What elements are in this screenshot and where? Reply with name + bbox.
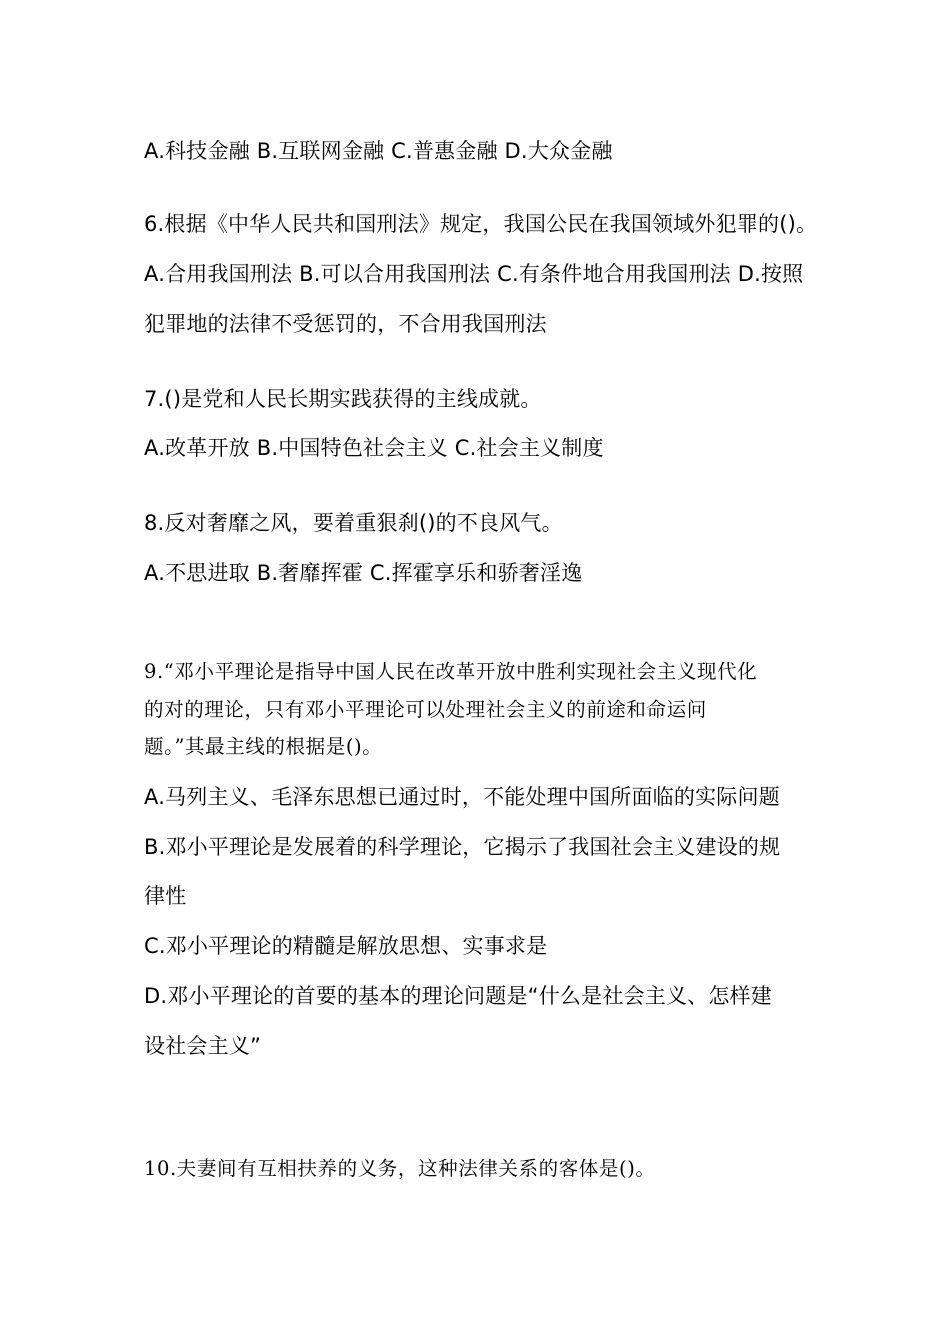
q9-option-b-line2: 律性: [144, 884, 187, 908]
q9-option-a: A.马列主义、毛泽东思想已通过时，不能处理中国所面临的实际问题: [144, 785, 780, 809]
q6-options-line2: 犯罪地的法律不受惩罚的，不合用我国刑法: [144, 312, 547, 336]
q7-question: 7.()是党和人民长期实践获得的主线成就。: [144, 387, 542, 411]
q8-options: A.不思进取 B.奢靡挥霍 C.挥霍享乐和骄奢淫逸: [144, 561, 583, 585]
q9-question-line1: 9.“邓小平理论是指导中国人民在改革开放中胜利实现社会主义现代化: [144, 660, 758, 683]
q9-option-c: C.邓小平理论的精髓是解放思想、实事求是: [144, 934, 548, 958]
q9-question-line3: 题。”其最主线的根据是()。: [144, 735, 383, 758]
q8-question: 8.反对奢靡之风，要着重狠刹()的不良风气。: [144, 511, 563, 535]
q9-option-d-line1: D.邓小平理论的首要的基本的理论问题是“什么是社会主义、怎样建: [144, 984, 772, 1008]
q9-question-line2: 的对的理论，只有邓小平理论可以处理社会主义的前途和命运问: [144, 698, 707, 721]
q7-options: A.改革开放 B.中国特色社会主义 C.社会主义制度: [144, 436, 604, 460]
q6-options-line1: A.合用我国刑法 B.可以合用我国刑法 C.有条件地合用我国刑法 D.按照: [144, 262, 804, 286]
q5-options: A.科技金融 B.互联网金融 C.普惠金融 D.大众金融: [144, 139, 613, 163]
q10-question: 10.夫妻间有互相扶养的义务，这种法律关系的客体是()。: [144, 1157, 656, 1180]
q9-option-d-line2: 设社会主义”: [144, 1034, 262, 1058]
q6-question: 6.根据《中华人民共和国刑法》规定，我国公民在我国领域外犯罪的()。: [144, 212, 818, 236]
q9-option-b-line1: B.邓小平理论是发展着的科学理论，它揭示了我国社会主义建设的规: [144, 835, 781, 859]
